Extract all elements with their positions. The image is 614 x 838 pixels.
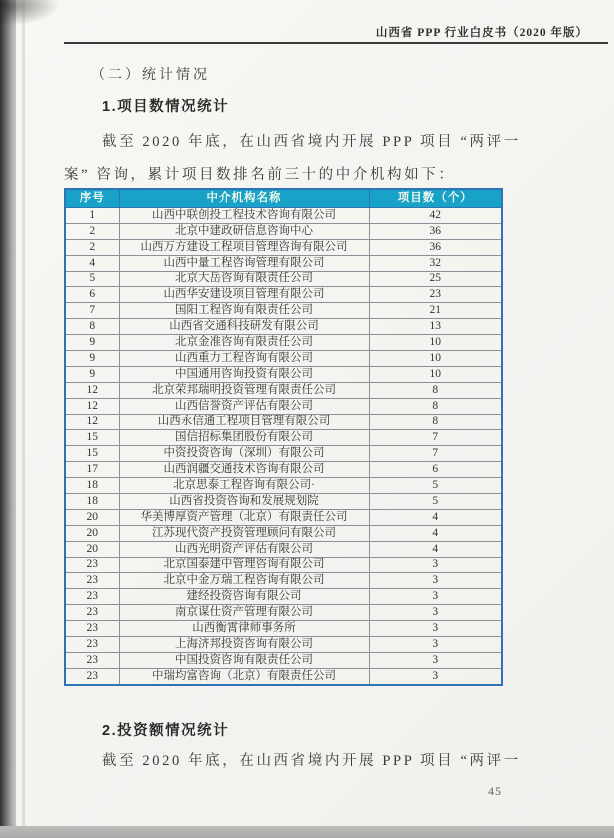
table-cell: 建经投资咨询有限公司 bbox=[119, 589, 369, 605]
table-header-row bbox=[65, 189, 502, 208]
table-cell: 7 bbox=[369, 430, 502, 446]
table-cell: 23 bbox=[65, 637, 119, 653]
table-row bbox=[65, 287, 502, 303]
column-header-rank: 序号 bbox=[65, 189, 119, 208]
table-row bbox=[65, 621, 502, 637]
table-row bbox=[65, 351, 502, 367]
table-cell: 3 bbox=[369, 573, 502, 589]
scan-fold-line bbox=[22, 0, 25, 838]
table-cell: 3 bbox=[369, 652, 502, 668]
table-row bbox=[65, 652, 502, 668]
table-cell: 山西省投资咨询和发展规划院 bbox=[119, 494, 369, 510]
document-header-title: 山西省 PPP 行业白皮书（2020 年版） bbox=[375, 27, 588, 39]
table-row bbox=[65, 494, 502, 510]
scan-corner-smudge bbox=[0, 0, 60, 26]
table-row bbox=[65, 319, 502, 335]
table-row bbox=[65, 462, 502, 478]
table-cell: 9 bbox=[65, 335, 119, 351]
table-cell: 20 bbox=[65, 541, 119, 557]
table-cell: 山西润疆交通技术咨询有限公司 bbox=[119, 462, 369, 478]
table-row bbox=[65, 525, 502, 541]
table-row bbox=[65, 398, 502, 414]
table-cell: 山西衡霄律师事务所 bbox=[119, 621, 369, 637]
table-cell: 23 bbox=[369, 287, 502, 303]
table-row bbox=[65, 589, 502, 605]
table-cell: 9 bbox=[65, 366, 119, 382]
table-cell: 北京国泰建中管理咨询有限公司 bbox=[119, 557, 369, 573]
table-cell: 23 bbox=[65, 589, 119, 605]
page-sheet bbox=[16, 0, 614, 826]
table-row bbox=[65, 382, 502, 398]
table-cell: 23 bbox=[65, 573, 119, 589]
table-cell: 17 bbox=[65, 462, 119, 478]
table-cell: 北京中金万瑞工程咨询有限公司 bbox=[119, 573, 369, 589]
table-cell: 12 bbox=[65, 414, 119, 430]
table-cell: 15 bbox=[65, 430, 119, 446]
table-cell: 中国通用咨询投资有限公司 bbox=[119, 366, 369, 382]
table-cell: 3 bbox=[369, 605, 502, 621]
table-cell: 山西华安建设项目管理有限公司 bbox=[119, 287, 369, 303]
table-row bbox=[65, 366, 502, 382]
table-cell: 3 bbox=[369, 589, 502, 605]
header-rule-divider bbox=[64, 42, 608, 44]
table-row bbox=[65, 208, 502, 224]
table-cell: 4 bbox=[65, 255, 119, 271]
table-cell: 山西信誉资产评估有限公司 bbox=[119, 398, 369, 414]
table-row bbox=[65, 573, 502, 589]
table-cell: 6 bbox=[369, 462, 502, 478]
table-cell: 2 bbox=[65, 239, 119, 255]
table-cell: 13 bbox=[369, 319, 502, 335]
table-cell: 山西省交通科技研发有限公司 bbox=[119, 319, 369, 335]
table-cell: 北京荣邦瑞明投资管理有限责任公司 bbox=[119, 382, 369, 398]
table-row bbox=[65, 541, 502, 557]
table-row bbox=[65, 478, 502, 494]
table-cell: 北京大岳咨询有限责任公司 bbox=[119, 271, 369, 287]
table-cell: 8 bbox=[65, 319, 119, 335]
table-cell: 华美博厚资产管理（北京）有限责任公司 bbox=[119, 509, 369, 525]
scan-left-shadow bbox=[0, 0, 16, 838]
table-cell: 5 bbox=[369, 478, 502, 494]
table-cell: 山西永信通工程项目管理有限公司 bbox=[119, 414, 369, 430]
table-cell: 山西中量工程咨询管理有限公司 bbox=[119, 255, 369, 271]
table-cell: 23 bbox=[65, 557, 119, 573]
table-row bbox=[65, 255, 502, 271]
table-row bbox=[65, 509, 502, 525]
table-row bbox=[65, 430, 502, 446]
section-heading: （二）统计情况 bbox=[91, 68, 210, 83]
table-cell: 18 bbox=[65, 494, 119, 510]
table-cell: 9 bbox=[65, 351, 119, 367]
table-cell: 3 bbox=[369, 621, 502, 637]
table-cell: 23 bbox=[65, 621, 119, 637]
table-cell: 中瑞均富咨询（北京）有限责任公司 bbox=[119, 668, 369, 684]
table-cell: 20 bbox=[65, 509, 119, 525]
table-cell: 8 bbox=[369, 414, 502, 430]
table-row bbox=[65, 605, 502, 621]
column-header-project-count: 项目数（个） bbox=[369, 189, 502, 208]
table-cell: 4 bbox=[369, 509, 502, 525]
table-row bbox=[65, 335, 502, 351]
table-cell: 15 bbox=[65, 446, 119, 462]
table-cell: 江苏现代资产投资管理顾问有限公司 bbox=[119, 525, 369, 541]
table-cell: 上海济邦投资咨询有限公司 bbox=[119, 637, 369, 653]
table-row bbox=[65, 223, 502, 239]
table-cell: 5 bbox=[65, 271, 119, 287]
column-header-agency-name: 中介机构名称 bbox=[119, 189, 369, 208]
table-cell: 10 bbox=[369, 335, 502, 351]
table-cell: 山西光明资产评估有限公司 bbox=[119, 541, 369, 557]
table-row bbox=[65, 668, 502, 684]
table-cell: 山西重力工程咨询有限公司 bbox=[119, 351, 369, 367]
table-cell: 23 bbox=[65, 652, 119, 668]
subsection-1-heading: 1.项目数情况统计 bbox=[102, 99, 230, 115]
table-cell: 4 bbox=[369, 525, 502, 541]
table-cell: 7 bbox=[65, 303, 119, 319]
table-cell: 10 bbox=[369, 351, 502, 367]
table-cell: 21 bbox=[369, 303, 502, 319]
table-cell: 36 bbox=[369, 239, 502, 255]
table-cell: 20 bbox=[65, 525, 119, 541]
table-cell: 1 bbox=[65, 208, 119, 224]
table-cell: 5 bbox=[369, 494, 502, 510]
table-cell: 8 bbox=[369, 382, 502, 398]
table-cell: 中国投资咨询有限责任公司 bbox=[119, 652, 369, 668]
table-row bbox=[65, 414, 502, 430]
table-cell: 4 bbox=[369, 541, 502, 557]
table-cell: 12 bbox=[65, 382, 119, 398]
agency-ranking-table bbox=[64, 188, 503, 686]
table-cell: 18 bbox=[65, 478, 119, 494]
table-cell: 国阳工程咨询有限责任公司 bbox=[119, 303, 369, 319]
table-row bbox=[65, 303, 502, 319]
table-cell: 北京金准咨询有限责任公司 bbox=[119, 335, 369, 351]
page-number: 45 bbox=[488, 784, 502, 798]
table-cell: 3 bbox=[369, 668, 502, 684]
table-cell: 3 bbox=[369, 557, 502, 573]
table-row bbox=[65, 446, 502, 462]
table-cell: 中资投资咨询（深圳）有限公司 bbox=[119, 446, 369, 462]
table-cell: 23 bbox=[65, 668, 119, 684]
paragraph-1-line-1: 截至 2020 年底，在山西省境内开展 PPP 项目 “两评一 bbox=[102, 134, 521, 150]
paragraph-1-line-2: 案” 咨询，累计项目数排名前三十的中介机构如下： bbox=[64, 167, 456, 183]
scan-bottom-shadow bbox=[0, 826, 614, 838]
table-cell: 10 bbox=[369, 366, 502, 382]
subsection-2-heading: 2.投资额情况统计 bbox=[102, 723, 230, 739]
agency-table-body bbox=[65, 208, 502, 685]
table-cell: 6 bbox=[65, 287, 119, 303]
table-cell: 山西万方建设工程项目管理咨询有限公司 bbox=[119, 239, 369, 255]
table-cell: 42 bbox=[369, 208, 502, 224]
table-cell: 8 bbox=[369, 398, 502, 414]
table-cell: 山西中联创投工程技术咨询有限公司 bbox=[119, 208, 369, 224]
table-row bbox=[65, 557, 502, 573]
table-cell: 北京中建政研信息咨询中心 bbox=[119, 223, 369, 239]
paragraph-2-line-1: 截至 2020 年底，在山西省境内开展 PPP 项目 “两评一 bbox=[102, 753, 521, 769]
table-cell: 北京思泰工程咨询有限公司· bbox=[119, 478, 369, 494]
table-cell: 2 bbox=[65, 223, 119, 239]
table-cell: 12 bbox=[65, 398, 119, 414]
table-cell: 3 bbox=[369, 637, 502, 653]
table-cell: 25 bbox=[369, 271, 502, 287]
table-cell: 南京谋仕资产管理有限公司 bbox=[119, 605, 369, 621]
table-row bbox=[65, 239, 502, 255]
table-cell: 23 bbox=[65, 605, 119, 621]
table-row bbox=[65, 637, 502, 653]
table-row bbox=[65, 271, 502, 287]
table-cell: 7 bbox=[369, 446, 502, 462]
table-cell: 36 bbox=[369, 223, 502, 239]
table-cell: 国信招标集团股份有限公司 bbox=[119, 430, 369, 446]
table-cell: 32 bbox=[369, 255, 502, 271]
